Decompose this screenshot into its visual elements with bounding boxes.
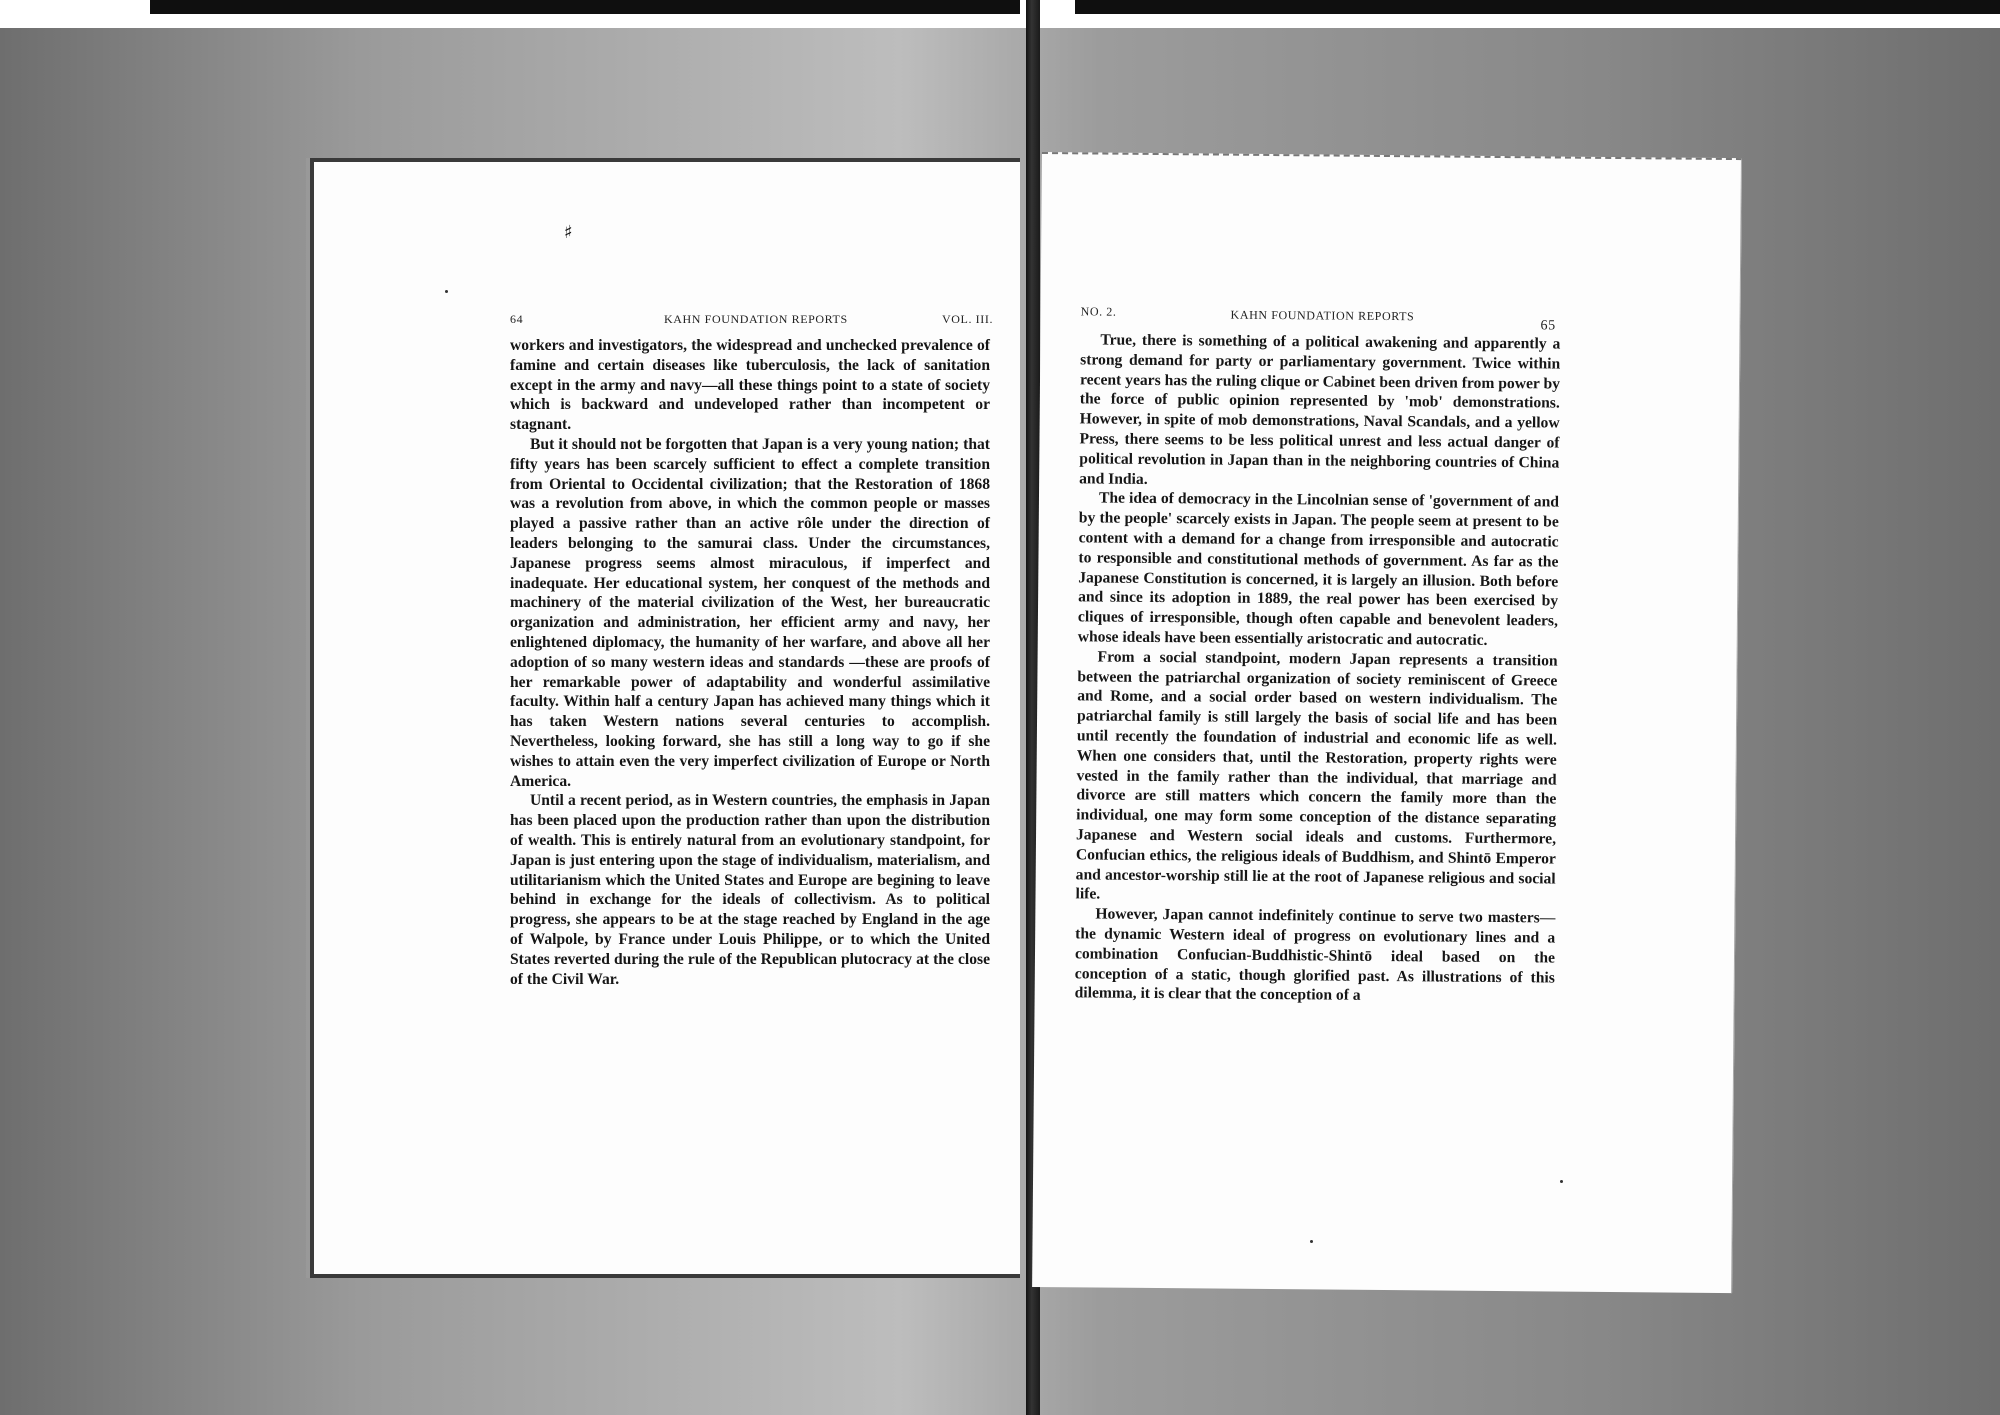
right-body-text (1075, 330, 1561, 1007)
scan-top-edge-left (150, 0, 1020, 14)
left-body-text (510, 336, 990, 989)
paragraph: The idea of democracy in the Lincolnian sense of 'government of and by the people' scarcely exists in Japan. The people seem at present to be content with a demand for a change from irresponsible and autocratic to responsible and constitutional methods of government. As far as the Japanese Constitution is concerned, it is largely an illusion. Both before and since its adoption in 1889, the real power has been exercised by cliques of irresponsible, though often capable and benevolent leaders, whose ideals have been essentially aristocratic and autocratic. (1077, 489, 1560, 649)
right-running-head: KAHN FOUNDATION REPORTS (1230, 307, 1415, 324)
left-running-head: KAHN FOUNDATION REPORTS (664, 312, 848, 326)
paragraph: True, there is something of a political awakening and apparently a strong demand for party or parliamentary government. Twice within recent years has the ruling clique or Cabinet been driven from power by the force of public opinion represented by 'mob' demonstrations. However, in spite of mob demonstrations, Naval Scandals, and a yellow Press, there seems to be less political unrest and less actual danger of political revolution in Japan than in the neighboring countries of China and India. (1079, 331, 1561, 488)
right-page (1032, 152, 1742, 1293)
paragraph: From a social standpoint, modern Japan represents a transition between the patriarchal organization of society reminiscent of Greece and Rome, and a social order based on western individualism. The patriarchal family is still largely the basis of social life and has been until recently the foundation of industrial and economic life as well. When one considers that, until the Restoration, property rights were vested in the family rather than the individual, that marriage and divorce are still matters which concern the family more than the individual, one may form some conception of the distance separating Japanese and Western social ideals and customs. Furthermore, Confucian ethics, the religious ideals of Buddhism, and Shintō Emperor and ancestor-worship still lie at the root of Japanese religious and social life. (1075, 648, 1558, 903)
paragraph: But it should not be forgotten that Japan is a very young nation; that fifty years has been scarcely sufficient to effect a complete transition from Oriental to Occidental civilization; that the Restoration of 1868 was a revolution from above, in which the common people or masses played a passive rather than an active rôle under the direction of leaders belonging to the samurai class. Under the circumstances, Japanese progress seems almost miraculous, if imperfect and inadequate. Her educational system, her conquest of the methods and machinery of the material civilization of the West, her bureaucratic organization and administration, her efficient army and navy, her enlightened diplomacy, the humanity of her warfare, and above all her adoption of so many western ideas and standards —these are proofs of her remarkable power of adaptability and wonderful assimilative faculty. Within half a century Japan has achieved many things which it has taken Western nations several centuries to accomplish. Nevertheless, looking forward, she has still a long way to go if she wishes to attain even the very imperfect civilization of Europe or North America. (510, 435, 990, 790)
paragraph: Until a recent period, as in Western countries, the emphasis in Japan has been placed upon the production rather than upon the distribution of wealth. This is entirely natural from an evolutionary standpoint, for Japan is just entering upon the stage of individualism, materialism, and utilitarianism which the United States and Europe are begining to leave behind in exchange for the ideals of collectivism. As to political progress, she appears to be at the stage reached by England in the age of Walpole, by France under Louis Philippe, or to which the United States reverted during the rule of the Republican plutocracy at the close of the Civil War. (510, 792, 990, 988)
left-page-number: 64 (510, 312, 524, 326)
right-issue-label: NO. 2. (1080, 304, 1117, 319)
scan-top-edge-right (1075, 0, 2000, 14)
paragraph: However, Japan cannot indefinitely continue to serve two masters—the dynamic Western ideal of progress on evolutionary lines and a combination Confucian-Buddhistic-Shintō ideal based on the conception of a static, though glorified past. As illustrations of this dilemma, it is clear that the conception of a (1074, 905, 1556, 1005)
left-volume-label: VOL. III. (942, 312, 994, 326)
scan-speck (445, 290, 448, 293)
scan-speck (1310, 1240, 1313, 1243)
left-page (310, 158, 1020, 1278)
paragraph: workers and investigators, the widespread and unchecked prevalence of famine and certain diseases like tuberculosis, the lack of sanitation except in the army and navy—all these things point to a state of society which is backward and undeveloped rather than incompetent or stagnant. (510, 337, 990, 434)
scan-speck (1560, 1180, 1563, 1183)
margin-mark: ♯ (564, 222, 573, 243)
right-page-number: 65 (1540, 318, 1556, 334)
